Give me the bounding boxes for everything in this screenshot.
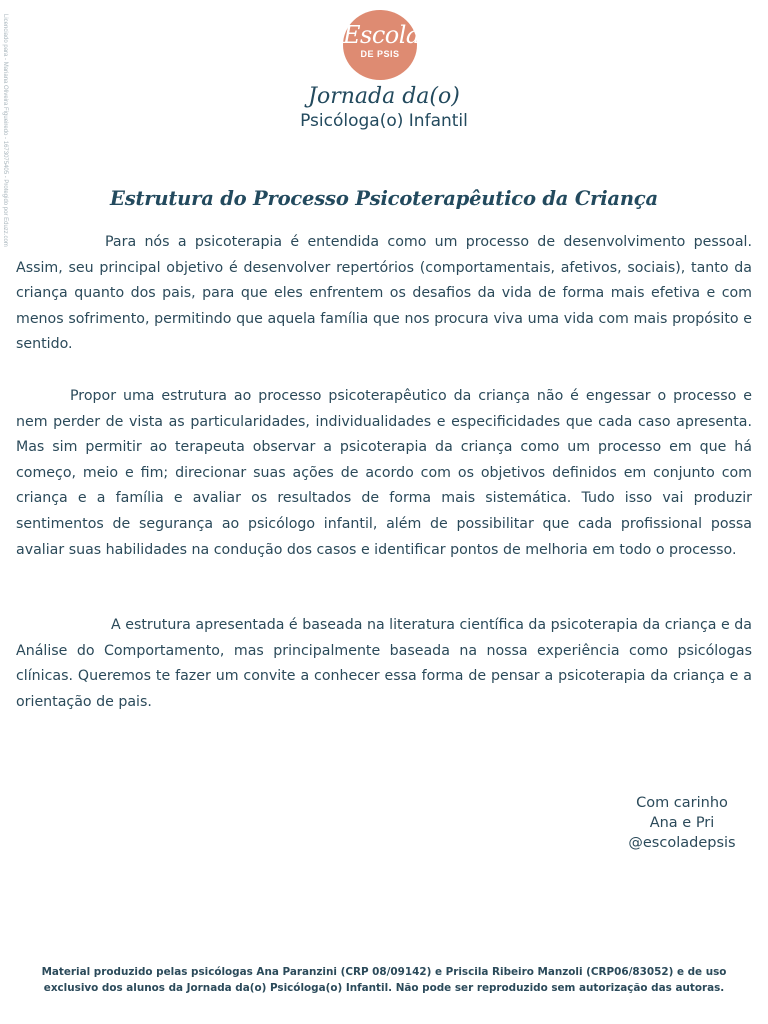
closing-greeting: Com carinho xyxy=(636,795,728,811)
footer-line-1: Material produzido pelas psicólogas Ana Paranzini (CRP 08/09142) e Priscila Ribeiro Manzoli (CRP06/83052) e de uso xyxy=(41,966,727,978)
footer-notice xyxy=(20,964,748,996)
logo-small-text: DE PSIS xyxy=(360,49,400,59)
paragraph-1: Para nós a psicoterapia é entendida como um processo de desenvolvimento pessoal. Assim, seu principal objetivo é desenvolver repertórios (comportamentais, afetivos, sociais), tanto da criança quanto dos pais, para que eles enfrentem os desafios da vida de forma mais efetiva e com menos sofrimento, permitindo que aquela família que nos procura viva uma vida com mais propósito e sentido. xyxy=(16,234,752,353)
course-title: Jornada da(o) xyxy=(308,84,460,109)
footer-line-2: exclusivo dos alunos da Jornada da(o) Psicóloga(o) Infantil. Não pode ser reproduzido sem autorização das autoras. xyxy=(43,982,725,994)
watermark-text: Licenciado para - Mariana Oliveira Figueiredo - 1673075405 - Protegido por Eduzz.com xyxy=(2,14,8,247)
course-subtitle: Psicóloga(o) Infantil xyxy=(300,111,468,131)
side-watermark xyxy=(0,14,12,314)
logo-script-text: Escola xyxy=(343,21,420,49)
closing-handle: @escoladepsis xyxy=(628,835,736,851)
escola-de-psis-logo xyxy=(343,10,420,80)
document-heading: Estrutura do Processo Psicoterapêutico da Criança xyxy=(110,187,658,210)
paragraph-2: Propor uma estrutura ao processo psicoterapêutico da criança não é engessar o processo e nem perder de vista as particularidades, individualidades e especificidades que cada caso apresenta. Mas sim permitir ao terapeuta observar a psicoterapia da criança como um processo em que há começo, meio e fim; direcionar suas ações de acordo com os objetivos definidos em conjunto com criança e a família e avaliar os resultados de forma mais sistemática. Tudo isso vai produzir sentimentos de segurança ao psicólogo infantil, além de possibilitar que cada profissional possa avaliar suas habilidades na condução dos casos e identificar pontos de melhoria em todo o processo. xyxy=(16,388,752,558)
closing-signature xyxy=(612,793,752,853)
paragraph-3: A estrutura apresentada é baseada na literatura científica da psicoterapia da criança e da Análise do Comportamento, mas principalmente baseada na nossa experiência como psicólogas clínicas. Queremos te fazer um convite a conhecer essa forma de pensar a psicoterapia da criança e a orientação de pais. xyxy=(16,617,752,710)
closing-names: Ana e Pri xyxy=(649,815,715,831)
